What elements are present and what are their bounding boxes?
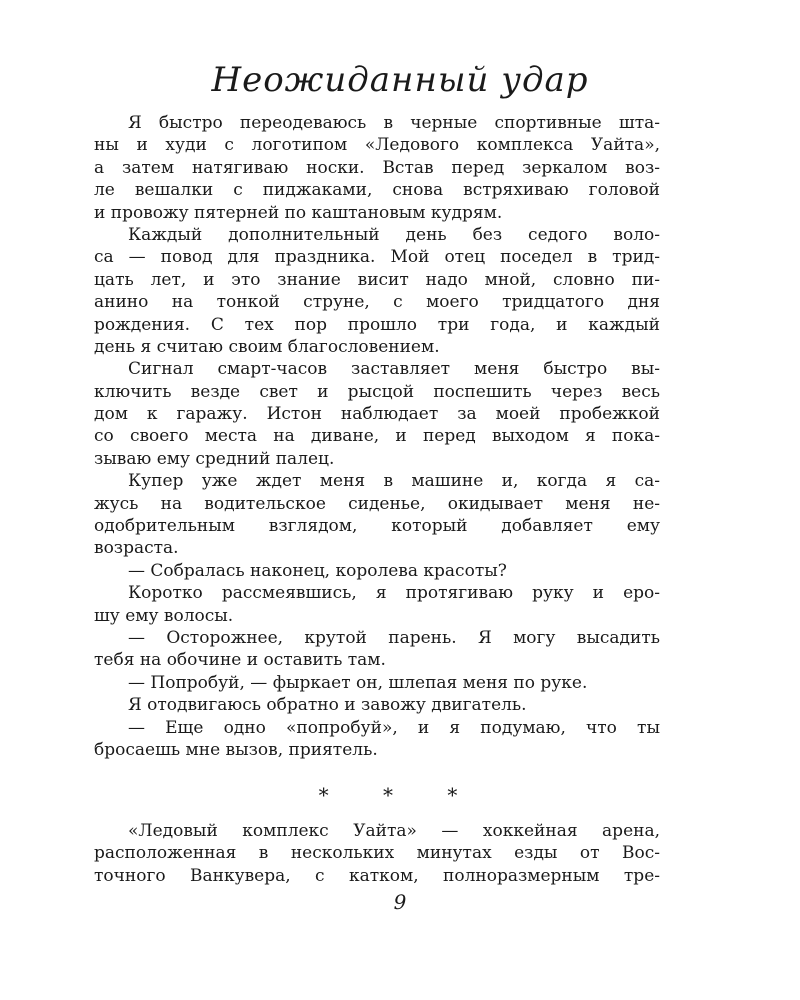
- text-line: жусь на водительское сиденье, окидывает меня не-: [94, 493, 660, 514]
- text-line: возраста.: [94, 538, 179, 559]
- text-line: одобрительным взглядом, который добавляет ему: [94, 516, 660, 537]
- text-line: анино на тонкой струне, с моего тридцатого дня: [94, 292, 660, 313]
- chapter-running-title: Неожиданный удар: [211, 60, 589, 100]
- text-line: рождения. С тех пор прошло три года, и каждый: [94, 314, 660, 335]
- text-line: тебя на обочине и оставить там.: [94, 650, 386, 671]
- text-line: Сигнал смарт-часов заставляет меня быстро вы-: [128, 359, 660, 380]
- text-line: — Еще одно «попробуй», и я подумаю, что ты: [128, 717, 660, 738]
- text-line: ле вешалки с пиджаками, снова встряхиваю головой: [94, 180, 660, 201]
- text-line: зываю ему средний палец.: [94, 448, 335, 469]
- text-line: — Попробуй, — фыркает он, шлепая меня по руке.: [128, 672, 588, 693]
- text-line: день я считаю своим благословением.: [94, 336, 440, 357]
- text-line: Каждый дополнительный день без седого воло-: [128, 224, 660, 245]
- text-line: ключить везде свет и рысцой поспешить через весь: [94, 381, 660, 402]
- text-line: цать лет, и это знание висит надо мной, словно пи-: [94, 269, 660, 290]
- text-line: шу ему волосы.: [94, 605, 234, 626]
- page-number: 9: [393, 890, 407, 914]
- text-line: бросаешь мне вызов, приятель.: [94, 739, 378, 760]
- text-line: а затем натягиваю носки. Встав перед зеркалом воз-: [94, 157, 660, 178]
- text-line: и провожу пятерней по каштановым кудрям.: [94, 202, 503, 223]
- text-line: ны и худи с логотипом «Ледового комплекса Уайта»,: [94, 135, 660, 156]
- text-line: «Ледовый комплекс Уайта» — хоккейная арена,: [128, 821, 660, 841]
- text-line: дом к гаражу. Истон наблюдает за моей пробежкой: [94, 404, 660, 425]
- text-line: са — повод для праздника. Мой отец поседел в трид-: [94, 247, 660, 268]
- text-line: Я быстро переодеваюсь в черные спортивные шта-: [128, 113, 660, 133]
- text-line: точного Ванкувера, с катком, полноразмерным тре-: [94, 865, 660, 886]
- body-text-continued: [94, 820, 660, 887]
- text-line: Коротко рассмеявшись, я протягиваю руку и еро-: [128, 583, 660, 604]
- text-line: — Собралась наконец, королева красоты?: [128, 560, 507, 581]
- text-line: — Осторожнее, крутой парень. Я могу высадить: [128, 627, 660, 648]
- text-line: расположенная в нескольких минутах езды от Вос-: [94, 843, 660, 864]
- text-line: со своего места на диване, и перед выходом я пока-: [94, 426, 660, 447]
- body-text: [94, 112, 660, 761]
- text-line: Я отодвигаюсь обратно и завожу двигатель.: [128, 695, 527, 716]
- section-separator: * * *: [318, 783, 482, 807]
- text-line: Купер уже ждет меня в машине и, когда я са-: [128, 471, 660, 492]
